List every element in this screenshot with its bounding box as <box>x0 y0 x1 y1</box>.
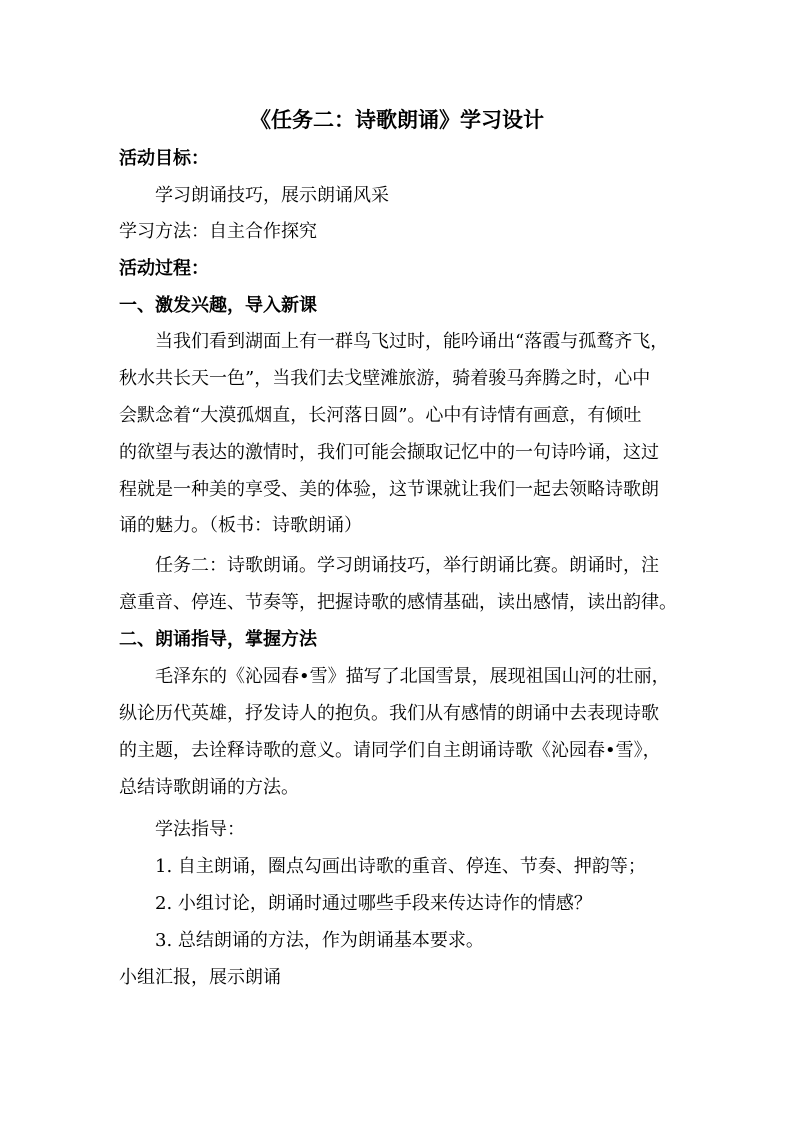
goal-heading: 活动目标： <box>119 148 209 169</box>
paragraph1-line2: 秋水共长天一色”，当我们去戈壁滩旅游，骑着骏马奔腾之时，心中 <box>119 368 651 389</box>
section1-heading: 一、激发兴趣，导入新课 <box>119 295 317 316</box>
paragraph1-line1: 当我们看到湖面上有一群鸟飞过时，能吟诵出“落霞与孤鹜齐飞， <box>155 331 669 352</box>
paragraph1-line4: 的欲望与表达的激情时，我们可能会撷取记忆中的一句诗吟诵，这过 <box>119 442 659 463</box>
paragraph1-line5: 程就是一种美的享受、美的体验，这节课就让我们一起去领略诗歌朗 <box>119 479 659 500</box>
document-title: 《任务二：诗歌朗诵》学习设计 <box>250 107 544 132</box>
paragraph3-line3: 的主题，去诠释诗歌的意义。请同学们自主朗诵诗歌《沁园春•雪》， <box>119 740 661 761</box>
method-text: 学习方法：自主合作探究 <box>119 221 317 242</box>
process-heading: 活动过程： <box>119 258 209 279</box>
guide-item-3: 3. 总结朗诵的方法，作为朗诵基本要求。 <box>155 930 484 951</box>
guide-item-1: 1. 自主朗诵，圈点勾画出诗歌的重音、停连、节奏、押韵等； <box>155 856 646 877</box>
guide-heading: 学法指导： <box>155 819 245 840</box>
section2-heading: 二、朗诵指导，掌握方法 <box>119 629 317 650</box>
paragraph3-line2: 纵论历代英雄，抒发诗人的抱负。我们从有感情的朗诵中去表现诗歌 <box>119 703 659 724</box>
paragraph2-line1: 任务二：诗歌朗诵。学习朗诵技巧，举行朗诵比赛。朗诵时，注 <box>155 555 659 576</box>
paragraph3-line1: 毛泽东的《沁园春•雪》描写了北国雪景，展现祖国山河的壮丽， <box>155 666 670 687</box>
guide-item-2: 2. 小组讨论，朗诵时通过哪些手段来传达诗作的情感？ <box>155 893 592 914</box>
method-line <box>119 220 679 244</box>
paragraph3-line4: 总结诗歌朗诵的方法。 <box>119 777 299 798</box>
goal-text: 学习朗诵技巧，展示朗诵风采 <box>155 185 389 206</box>
paragraph1-line6: 诵的魅力。（板书：诗歌朗诵） <box>119 515 362 536</box>
report-line: 小组汇报，展示朗诵 <box>119 967 281 988</box>
paragraph1-line3: 会默念着“大漠孤烟直，长河落日圆”。心中有诗情有画意，有倾吐 <box>119 405 642 426</box>
paragraph2-line2: 意重音、停连、节奏等，把握诗歌的感情基础，读出感情，读出韵律。 <box>119 592 677 613</box>
